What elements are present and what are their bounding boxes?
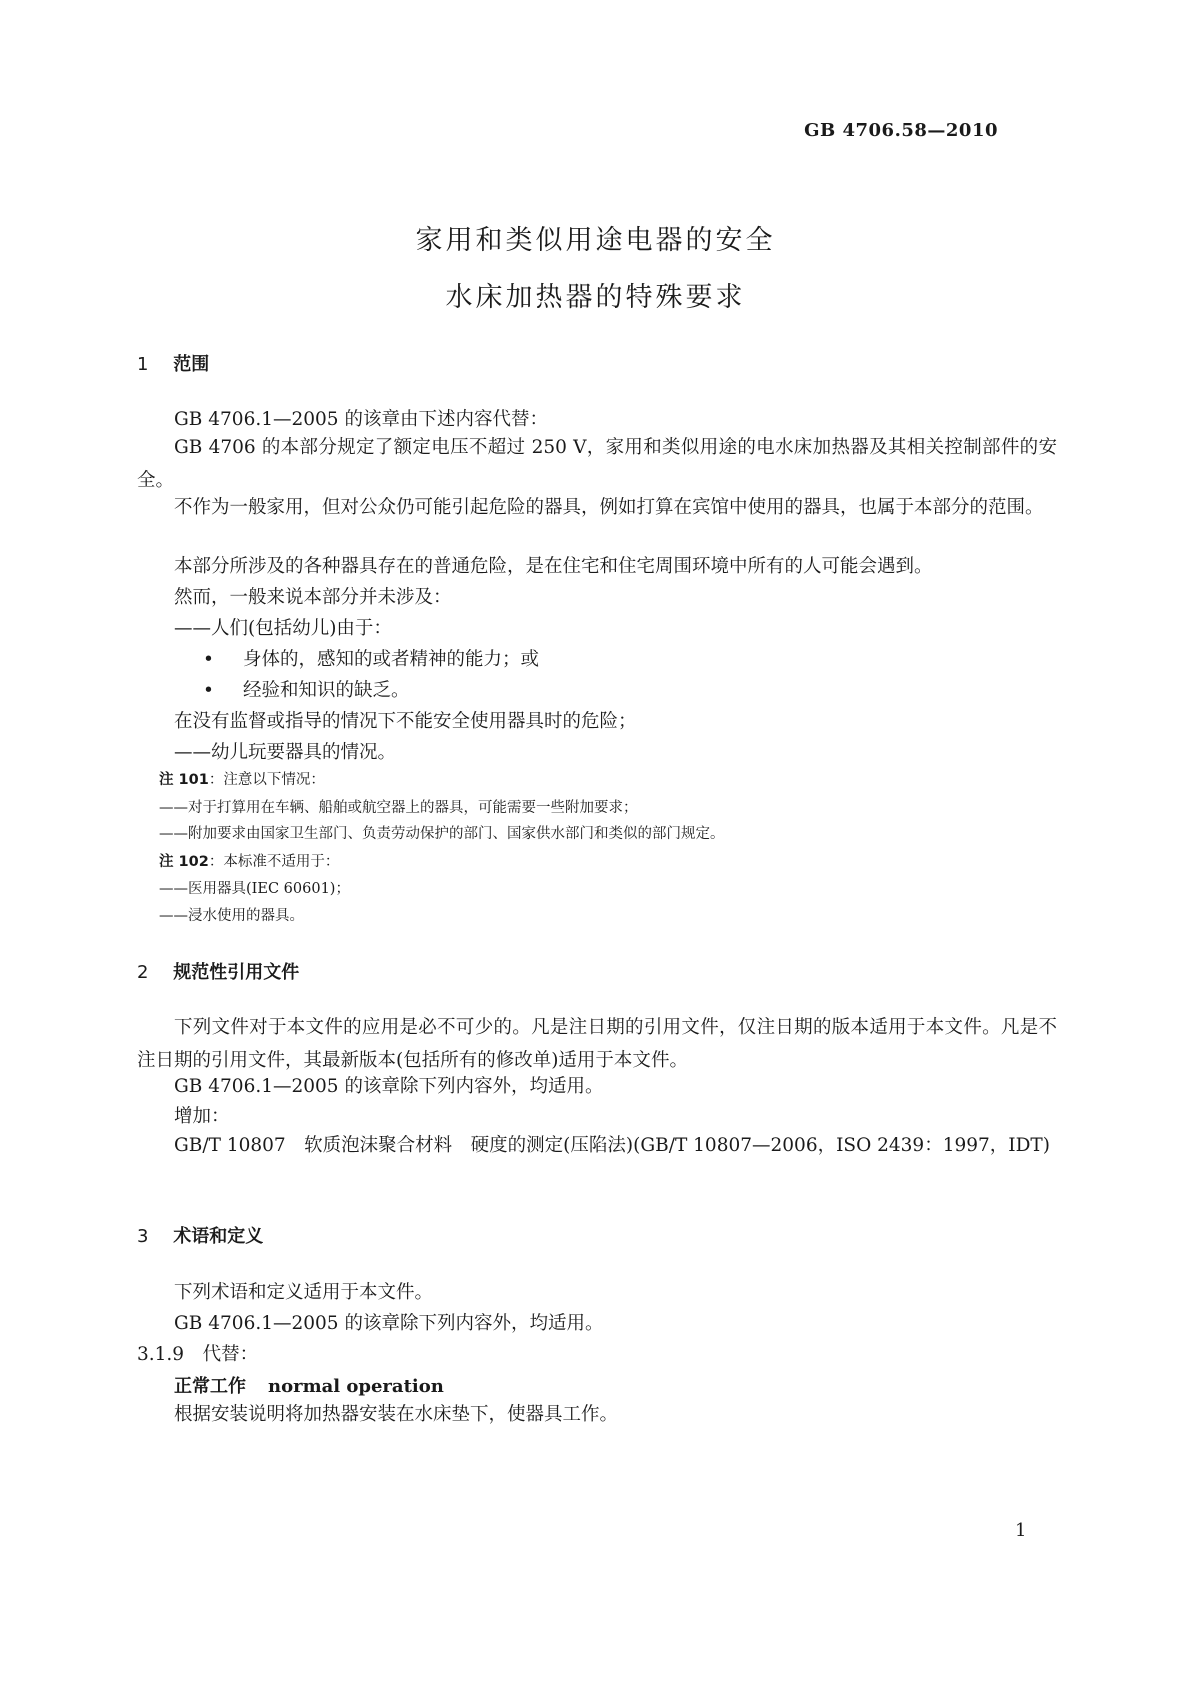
- term-english: normal operation: [268, 1376, 444, 1397]
- section-1-heading: [137, 350, 209, 376]
- paragraph: GB 4706.1—2005 的该章除下列内容外，均适用。: [174, 1076, 604, 1097]
- section-number: 2: [137, 962, 149, 983]
- section-title: 规范性引用文件: [173, 962, 300, 983]
- bullet-item: [203, 676, 410, 702]
- paragraph: 下列术语和定义适用于本文件。: [174, 1282, 434, 1303]
- note-item: ——医用器具(IEC 60601)；: [159, 881, 350, 897]
- section-3-heading: [137, 1222, 263, 1248]
- bullet-icon: •: [203, 649, 214, 670]
- note-text: ：本标准不适用于：: [208, 854, 340, 870]
- section-2-heading: [137, 958, 299, 984]
- bullet-icon: •: [203, 680, 214, 701]
- document-title-line1: 家用和类似用途电器的安全: [415, 225, 776, 256]
- section-title: 范围: [173, 354, 210, 375]
- term-entry: [174, 1372, 444, 1398]
- bullet-item: [203, 645, 539, 671]
- note-text: ：注意以下情况：: [208, 772, 325, 788]
- paragraph: 在没有监督或指导的情况下不能安全使用器具时的危险；: [174, 711, 637, 732]
- page-number: 1: [1015, 1520, 1027, 1541]
- note-item: ——附加要求由国家卫生部门、负责劳动保护的部门、国家供水部门和类似的部门规定。: [159, 826, 725, 842]
- paragraph: 增加：: [174, 1106, 230, 1127]
- section-title: 术语和定义: [173, 1226, 264, 1247]
- term-definition: 根据安装说明将加热器安装在水床垫下，使器具工作。: [174, 1404, 619, 1425]
- section-number: 1: [137, 354, 149, 375]
- paragraph: GB 4706.1—2005 的该章由下述内容代替：: [174, 409, 548, 430]
- bullet-text: 身体的，感知的或者精神的能力；或: [243, 649, 540, 670]
- note-label: 注 102: [159, 854, 209, 870]
- note-item: ——浸水使用的器具。: [159, 908, 304, 924]
- paragraph: 本部分所涉及的各种器具存在的普通危险，是在住宅和住宅周围环境中所有的人可能会遇到。: [174, 556, 933, 577]
- clause-number: 3.1.9 代替：: [137, 1344, 259, 1365]
- section-number: 3: [137, 1226, 149, 1247]
- note-102: [159, 850, 339, 871]
- dash-item: ——人们(包括幼儿)由于：: [174, 618, 392, 639]
- paragraph: GB 4706 的本部分规定了额定电压不超过 250 V，家用和类似用途的电水床加热器及其相关控制部件的安全。: [137, 437, 1057, 491]
- paragraph: GB 4706.1—2005 的该章除下列内容外，均适用。: [174, 1313, 604, 1334]
- term-chinese: 正常工作: [174, 1376, 246, 1397]
- note-label: 注 101: [159, 772, 209, 788]
- paragraph: 然而，一般来说本部分并未涉及：: [174, 587, 452, 608]
- note-item: ——对于打算用在车辆、船舶或航空器上的器具，可能需要一些附加要求；: [159, 800, 638, 816]
- standard-number: GB 4706.58—2010: [804, 120, 998, 141]
- bullet-text: 经验和知识的缺乏。: [243, 680, 410, 701]
- dash-item: ——幼儿玩要器具的情况。: [174, 742, 397, 763]
- paragraph: GB/T 10807 软质泡沫聚合材料 硬度的测定(压陷法)(GB/T 10807—2006，ISO 2439：1997，IDT): [174, 1135, 1050, 1156]
- paragraph: 不作为一般家用，但对公众仍可能引起危险的器具，例如打算在宾馆中使用的器具，也属于本部分的范围。: [174, 497, 1044, 518]
- document-title-line2: 水床加热器的特殊要求: [445, 282, 746, 313]
- paragraph: 下列文件对于本文件的应用是必不可少的。凡是注日期的引用文件，仅注日期的版本适用于本文件。凡是不注日期的引用文件，其最新版本(包括所有的修改单)适用于本文件。: [137, 1017, 1057, 1071]
- note-101: [159, 768, 325, 789]
